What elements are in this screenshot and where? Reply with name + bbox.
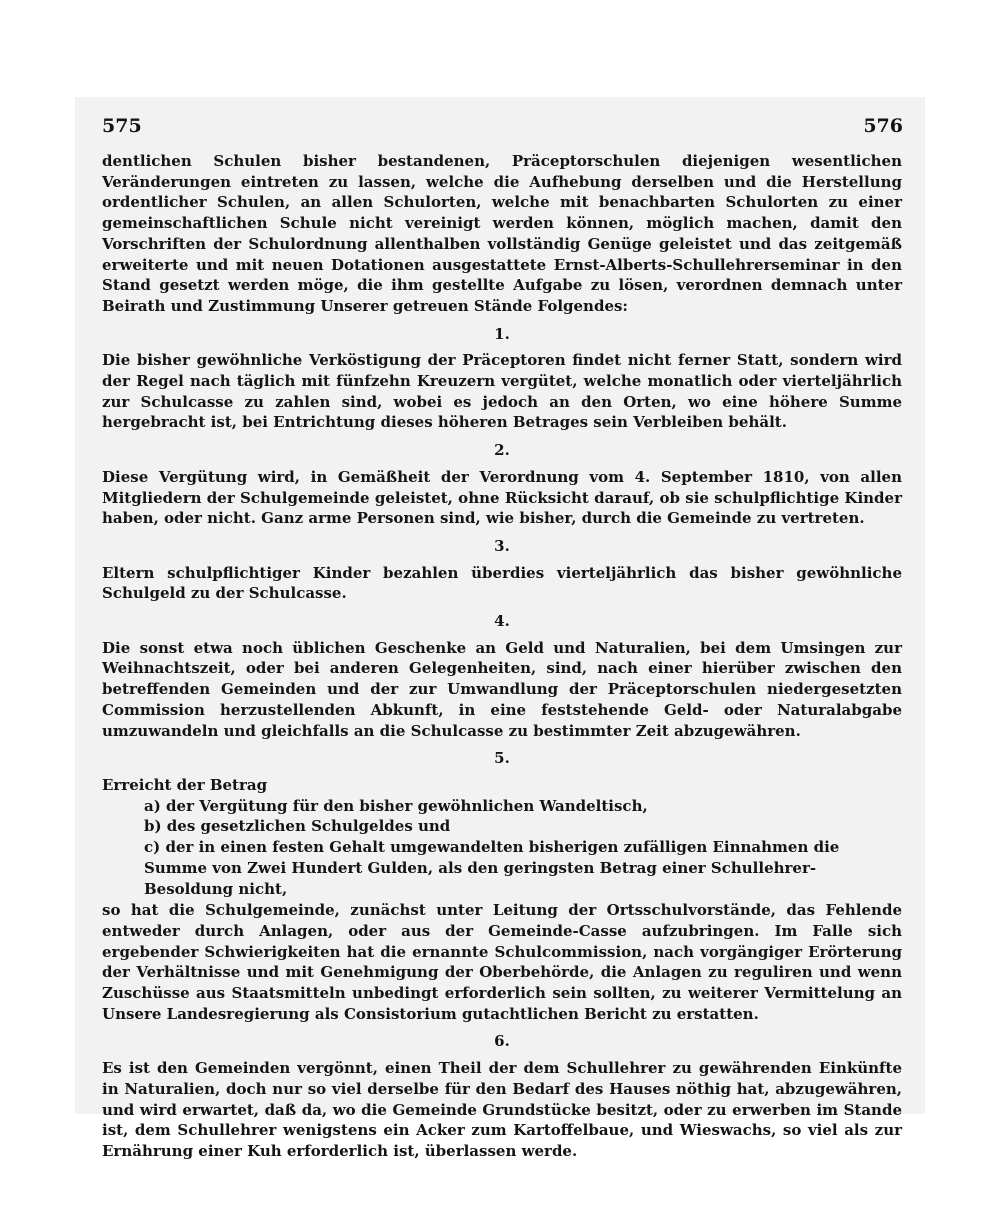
page-body: [102, 151, 902, 1162]
section-3-text: Eltern schulpflichtiger Kinder bezahlen überdies vierteljährlich das bisher gewöhnliche Schulgeld zu der Schulcasse.: [102, 563, 902, 603]
section-number-6: 6.: [494, 1032, 510, 1051]
scanned-page: [75, 97, 925, 1160]
list-item: c) der in einen festen Gehalt umgewandelten bisherigen zufälligen Einnahmen die Summe von Zwei Hundert Gulden, als den geringsten Betrag einer Schullehrer-Besoldung nicht,: [144, 838, 840, 898]
intro-paragraph: dentlichen Schulen bisher bestandenen, Präceptorschulen diejenigen wesentlichen Veränderungen eintreten zu lassen, welche die Aufhebung derselben und die Herstellung ordentlicher Schulen, an allen Schulorten, welche mit benachbarten Schulorten zu einer gemeinschaftlichen Schule nicht vereinigt werden können, möglich machen, damit den Vorschriften der Schulordnung allenthalben vollständig Genüge geleistet und das zeitgemäß erweiterte und mit neuen Dotationen ausgestattete Ernst-Alberts-Schullehrerseminar in den Stand gesetzt werden möge, die ihm gestellte Aufgabe zu lösen, verordnen demnach unter Beirath und Zustimmung Unserer getreuen Stände Folgendes:: [102, 152, 902, 315]
section-5-lead: Erreicht der Betrag: [102, 775, 268, 794]
section-4-text: Die sonst etwa noch üblichen Geschenke an Geld und Naturalien, bei dem Umsingen zur Weihnachtszeit, oder bei anderen Gelegenheiten, sind, nach einer hierüber zwischen den betreffenden Gemeinden und der zur Umwandlung der Präceptorschulen niedergesetzten Commission herzustellenden Abkunft, in eine feststehende Geld- oder Naturalabgabe umzuwandeln und gleichfalls an die Schulcasse zu bestimmter Zeit abzugewähren.: [102, 638, 902, 740]
section-number-5: 5.: [494, 749, 510, 768]
list-item: a) der Vergütung für den bisher gewöhnlichen Wandeltisch,: [144, 796, 648, 815]
section-2-text: Diese Vergütung wird, in Gemäßheit der Verordnung vom 4. September 1810, von allen Mitgliedern der Schulgemeinde geleistet, ohne Rücksicht darauf, ob sie schulpflichtige Kinder haben, oder nicht. Ganz arme Personen sind, wie bisher, durch die Gemeinde zu vertreten.: [102, 467, 902, 528]
list-item: b) des gesetzlichen Schulgeldes und: [144, 817, 451, 836]
section-number-1: 1.: [494, 324, 510, 343]
section-number-4: 4.: [494, 612, 510, 631]
section-number-2: 2.: [494, 441, 510, 460]
page-number-left: 575: [102, 115, 142, 137]
page-number-right: 576: [863, 115, 903, 137]
section-5-tail: so hat die Schulgemeinde, zunächst unter Leitung der Ortsschulvorstände, das Fehlende entweder durch Anlagen, oder aus der Gemeinde-Casse aufzubringen. Im Falle sich ergebender Schwierigkeiten hat die ernannte Schulcommission, nach vorgängiger Erörterung der Verhältnisse und mit Genehmigung der Oberbehörde, die Anlagen zu reguliren und wenn Zuschüsse aus Staatsmitteln unbedingt erforderlich sein sollten, zu weiterer Vermittelung an Unsere Landesregierung als Consistorium gutachtlichen Bericht zu erstatten.: [102, 901, 902, 1023]
section-number-3: 3.: [494, 536, 510, 555]
section-5-list: [102, 796, 902, 900]
section-1-text: Die bisher gewöhnliche Verköstigung der Präceptoren findet nicht ferner Statt, sondern wird der Regel nach täglich mit fünfzehn Kreuzern vergütet, welche monatlich oder vierteljährlich zur Schulcasse zu zahlen sind, wobei es jedoch an den Orten, wo eine höhere Summe hergebracht ist, bei Entrichtung dieses höheren Betrages sein Verbleiben behält.: [102, 351, 902, 432]
section-6-text: Es ist den Gemeinden vergönnt, einen Theil der dem Schullehrer zu gewährenden Einkünfte in Naturalien, doch nur so viel derselbe für den Bedarf des Hauses nöthig hat, abzugewähren, und wird erwartet, daß da, wo die Gemeinde Grundstücke besitzt, oder zu erwerben im Stande ist, dem Schullehrer wenigstens ein Acker zum Kartoffelbaue, und Wieswachs, so viel als zur Ernährung einer Kuh erforderlich ist, überlassen werde.: [102, 1059, 902, 1160]
